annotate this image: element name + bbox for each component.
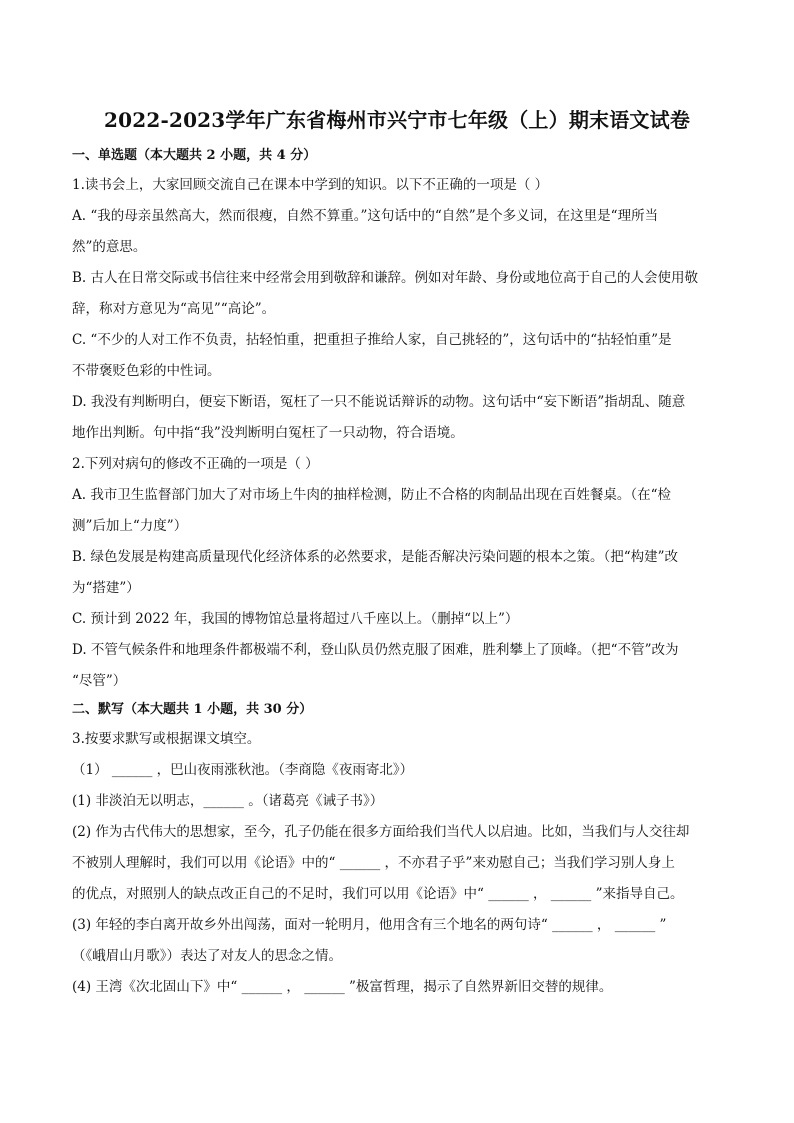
text-line: 2.下列对病句的修改不正确的一项是（ ） xyxy=(72,456,319,472)
text-line: （1） ______ ，巴山夜雨涨秋池。（李商隐《夜雨寄北》） xyxy=(72,762,414,778)
text-line: (4) 王湾《次北固山下》中“ ______ ， ______ ”极富哲理，揭示了自然界新旧交替的规律。 xyxy=(72,979,613,995)
text-line: 的优点，对照别人的缺点改正自己的不足时，我们可以用《论语》中“ ______ ， ______ ”来指导自己。 xyxy=(72,886,684,902)
text-line: 3.按要求默写或根据课文填空。 xyxy=(72,731,261,747)
text-line: C. 预计到 2022 年，我国的博物馆总量将超过八千座以上。（删掉“以上”） xyxy=(72,611,519,627)
text-line: (2) 作为古代伟大的思想家，至今，孔子仍能在很多方面给我们当代人以启迪。比如，当我们与人交往却 xyxy=(72,824,690,840)
text-line: B. 古人在日常交际或书信往来中经常会用到敬辞和谦辞。例如对年龄、身份或地位高于自己的人会使用敬 xyxy=(72,270,699,286)
text-line: 不被别人理解时，我们可以用《论语》中的“ ______ ，不亦君子乎”来劝慰自己；当我们学习别人身上 xyxy=(72,855,675,871)
text-line: 然”的意思。 xyxy=(72,239,147,255)
page-title: 2022-2023学年广东省梅州市兴宁市七年级（上）期末语文试卷 xyxy=(103,108,691,132)
text-line: 不带褒贬色彩的中性词。 xyxy=(72,363,221,379)
text-line: 地作出判断。句中指“我”没判断明白冤枉了一只动物，符合语境。 xyxy=(72,425,464,441)
text-line: 1.读书会上，大家回顾交流自己在课本中学到的知识。以下不正确的一项是（ ） xyxy=(72,177,549,193)
section-heading: 一、单选题（本大题共 2 小题，共 4 分） xyxy=(72,148,317,163)
text-line: D. 我没有判断明白，便妄下断语，冤枉了一只不能说话辩诉的动物。这句话中“妄下断语”指胡乱、随意 xyxy=(72,394,686,410)
text-line: A. “我的母亲虽然高大，然而很瘦，自然不算重。”这句话中的“自然”是个多义词，在这里是“理所当 xyxy=(72,208,659,224)
text-line: A. 我市卫生监督部门加大了对市场上牛肉的抽样检测，防止不合格的肉制品出现在百姓餐桌。（在“检 xyxy=(72,487,671,503)
text-line: (1) 非淡泊无以明志，______ 。（诸葛亮《诫子书》） xyxy=(72,793,384,809)
text-line: D. 不管气候条件和地理条件都极端不利，登山队员仍然克服了困难，胜利攀上了顶峰。（把“不管”改为 xyxy=(72,642,679,658)
text-line: 为“搭建”） xyxy=(72,580,140,596)
section-heading: 二、默写（本大题共 1 小题，共 30 分） xyxy=(72,702,313,717)
text-line: 辞，称对方意见为“高见”“高论”。 xyxy=(72,301,276,317)
text-line: （《峨眉山月歌》）表达了对友人的思念之情。 xyxy=(72,948,342,964)
text-line: “尽管”） xyxy=(72,673,127,689)
text-line: 测”后加上“力度”） xyxy=(72,518,188,534)
text-line: (3) 年轻的李白离开故乡外出闯荡，面对一轮明月，他用含有三个地名的两句诗“ ______ ， ______ ” xyxy=(72,917,667,933)
text-line: C. “不少的人对工作不负责，拈轻怕重，把重担子推给人家，自己挑轻的”，这句话中的“拈轻怕重”是 xyxy=(72,332,672,348)
text-line: B. 绿色发展是构建高质量现代化经济体系的必然要求，是能否解决污染问题的根本之策。（把“构建”改 xyxy=(72,549,679,565)
exam-content xyxy=(72,143,722,1003)
